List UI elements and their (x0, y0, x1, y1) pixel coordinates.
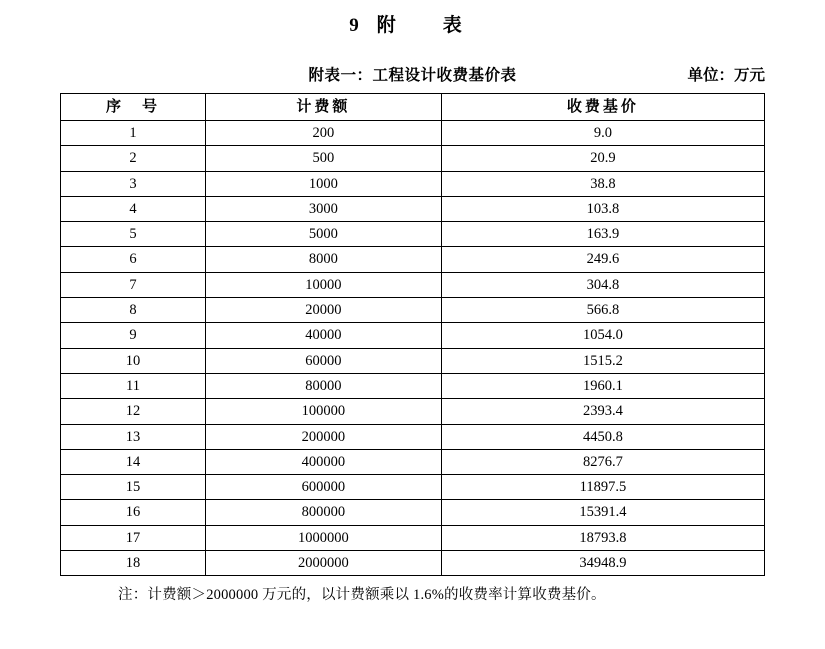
table-row (61, 449, 765, 474)
page-title-number: 9 (349, 15, 361, 36)
cell-fee-amount: 40000 (206, 323, 442, 348)
table-row (61, 196, 765, 221)
cell-index: 11 (61, 373, 206, 398)
cell-index: 7 (61, 272, 206, 297)
cell-fee-amount: 60000 (206, 348, 442, 373)
cell-base-price: 163.9 (441, 222, 764, 247)
cell-fee-amount: 2000000 (206, 551, 442, 576)
table-row (61, 551, 765, 576)
cell-base-price: 38.8 (441, 171, 764, 196)
cell-base-price: 1960.1 (441, 373, 764, 398)
cell-fee-amount: 1000 (206, 171, 442, 196)
cell-base-price: 11897.5 (441, 475, 764, 500)
cell-base-price: 18793.8 (441, 525, 764, 550)
cell-base-price: 15391.4 (441, 500, 764, 525)
fee-base-price-table (60, 93, 765, 576)
cell-index: 4 (61, 196, 206, 221)
table-row (61, 500, 765, 525)
table-row (61, 146, 765, 171)
cell-fee-amount: 400000 (206, 449, 442, 474)
table-row (61, 424, 765, 449)
cell-fee-amount: 1000000 (206, 525, 442, 550)
cell-base-price: 34948.9 (441, 551, 764, 576)
table-subtitle: 附表一：工程设计收费基价表 (308, 67, 517, 84)
cell-index: 5 (61, 222, 206, 247)
table-row (61, 121, 765, 146)
cell-index: 12 (61, 399, 206, 424)
cell-index: 15 (61, 475, 206, 500)
cell-base-price: 304.8 (441, 272, 764, 297)
page-title (0, 10, 825, 37)
cell-base-price: 8276.7 (441, 449, 764, 474)
column-header-fee-amount: 计费额 (206, 94, 442, 121)
cell-index: 14 (61, 449, 206, 474)
cell-base-price: 2393.4 (441, 399, 764, 424)
cell-fee-amount: 200000 (206, 424, 442, 449)
page-title-text: 附 表 (376, 15, 476, 36)
table-note: 注：计费额＞2000000 万元的，以计费额乘以 1.6%的收费率计算收费基价。 (118, 587, 606, 604)
cell-index: 2 (61, 146, 206, 171)
unit-label: 单位：万元 (687, 67, 765, 84)
cell-base-price: 249.6 (441, 247, 764, 272)
table-row (61, 525, 765, 550)
cell-fee-amount: 200 (206, 121, 442, 146)
cell-base-price: 1515.2 (441, 348, 764, 373)
table-row (61, 298, 765, 323)
cell-fee-amount: 5000 (206, 222, 442, 247)
cell-fee-amount: 8000 (206, 247, 442, 272)
table-row (61, 247, 765, 272)
table-row (61, 323, 765, 348)
cell-base-price: 9.0 (441, 121, 764, 146)
cell-fee-amount: 600000 (206, 475, 442, 500)
cell-index: 6 (61, 247, 206, 272)
table-header-row (61, 94, 765, 121)
table-row (61, 222, 765, 247)
cell-fee-amount: 500 (206, 146, 442, 171)
cell-fee-amount: 100000 (206, 399, 442, 424)
cell-base-price: 566.8 (441, 298, 764, 323)
cell-index: 8 (61, 298, 206, 323)
table-row (61, 171, 765, 196)
cell-fee-amount: 80000 (206, 373, 442, 398)
cell-base-price: 103.8 (441, 196, 764, 221)
cell-index: 16 (61, 500, 206, 525)
document-page (0, 10, 825, 649)
cell-index: 9 (61, 323, 206, 348)
column-header-base-price: 收费基价 (441, 94, 764, 121)
cell-base-price: 20.9 (441, 146, 764, 171)
cell-index: 3 (61, 171, 206, 196)
table-row (61, 348, 765, 373)
table-row (61, 373, 765, 398)
cell-index: 10 (61, 348, 206, 373)
table-body (61, 121, 765, 576)
cell-fee-amount: 800000 (206, 500, 442, 525)
cell-fee-amount: 20000 (206, 298, 442, 323)
cell-base-price: 1054.0 (441, 323, 764, 348)
cell-fee-amount: 10000 (206, 272, 442, 297)
cell-index: 13 (61, 424, 206, 449)
table-row (61, 399, 765, 424)
table-row (61, 475, 765, 500)
subtitle-row (60, 63, 765, 85)
cell-index: 18 (61, 551, 206, 576)
cell-index: 17 (61, 525, 206, 550)
cell-index: 1 (61, 121, 206, 146)
cell-base-price: 4450.8 (441, 424, 764, 449)
table-header (61, 94, 765, 121)
table-row (61, 272, 765, 297)
cell-fee-amount: 3000 (206, 196, 442, 221)
column-header-index: 序 号 (61, 94, 206, 121)
